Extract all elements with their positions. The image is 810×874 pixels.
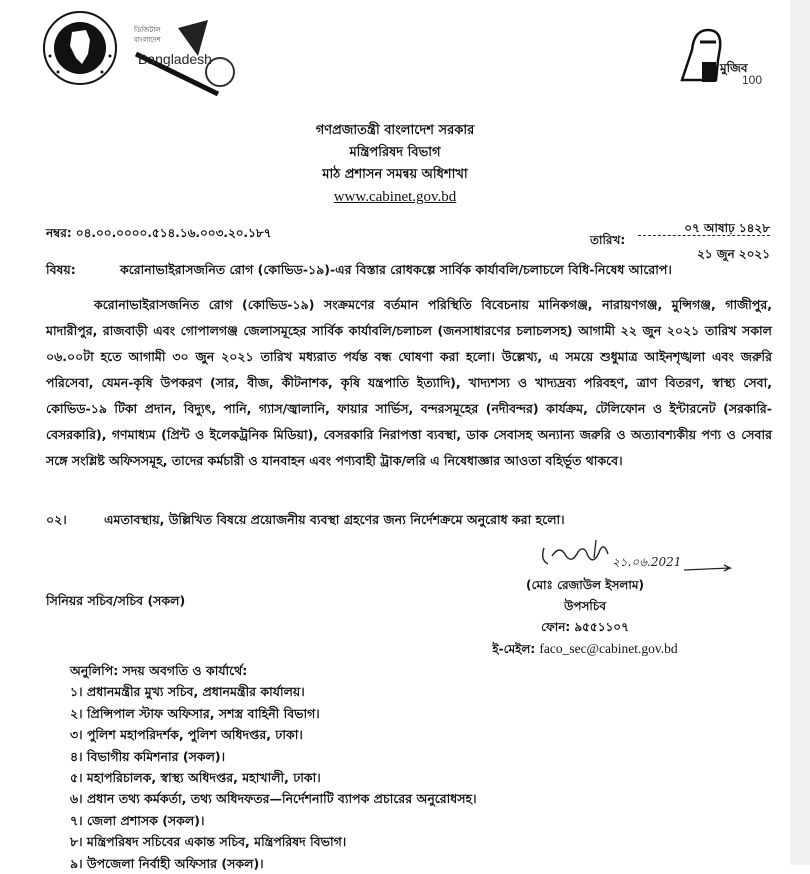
svg-text:Bangladesh: Bangladesh xyxy=(138,51,212,67)
phone-value: ৯৫৫১১০৭ xyxy=(574,620,629,634)
signatory-phone xyxy=(455,617,715,638)
header-line-branch: মাঠ প্রশাসন সমন্বয় অধিশাখা xyxy=(322,167,468,182)
handwritten-signature xyxy=(534,538,734,578)
memo-number xyxy=(46,225,271,245)
phone-label: ফোন: xyxy=(541,620,571,634)
paragraph-number: ০২। xyxy=(46,512,67,527)
digital-bangladesh-logo-icon xyxy=(128,16,238,96)
cc-item: ৯। উপজেলা নির্বাহী অফিসার (সকল)। xyxy=(70,855,264,871)
svg-text:ডিজিটাল: ডিজিটাল xyxy=(134,26,161,34)
signatory-designation: উপসচিব xyxy=(563,599,606,613)
cc-list xyxy=(70,681,477,874)
header-line-govt: গণপ্রজাতন্ত্রী বাংলাদেশ সরকার xyxy=(315,123,475,138)
email-link[interactable]: faco_sec@cabinet.gov.bd xyxy=(539,641,678,656)
signatory-email xyxy=(455,638,715,660)
signature-scribble-icon xyxy=(534,538,734,578)
cc-item: ৭। জেলা প্রশাসক (সকল)। xyxy=(70,812,205,828)
cc-item: ৬। প্রধান তথ্য কর্মকর্তা, তথ্য অধিদফতর—নির্দেশনাটি ব্যাপক প্রচারের অনুরোধসহ। xyxy=(70,791,477,807)
date-divider xyxy=(638,235,770,236)
paragraph-2-text: এমতাবস্থায়, উল্লিখিত বিষয়ে প্রয়োজনীয় ব্যবস্থা গ্রহণের জন্য নির্দেশক্রমে অনুরোধ করা হলো। xyxy=(104,512,565,527)
cc-item: ৮। মন্ত্রিপরিষদ সচিবের একান্ত সচিব, মন্ত্রিপরিষদ বিভাগ। xyxy=(70,834,347,850)
cc-section xyxy=(70,660,477,874)
mujib-borsho-logo xyxy=(672,20,772,90)
svg-text:100: 100 xyxy=(742,73,763,87)
cc-heading: অনুলিপি: সদয় অবগতি ও কার্যার্থে: xyxy=(70,663,248,678)
signatory-name: (মোঃ রেজাউল ইসলাম) xyxy=(526,578,644,592)
email-label: ই-মেইল: xyxy=(492,642,536,656)
cc-item: ২। প্রিন্সিপাল স্টাফ অফিসার, সশস্ত্র বাহিনী বিভাগ। xyxy=(70,705,320,721)
cc-item: ৪। বিভাগীয় কমিশনার (সকল)। xyxy=(70,748,226,764)
addressee: সিনিয়র সচিব/সচিব (সকল) xyxy=(46,593,186,608)
memo-number-label: নম্বর: xyxy=(46,226,72,240)
svg-text:বাংলাদেশ: বাংলাদেশ xyxy=(134,36,161,44)
subject-label: বিষয়: xyxy=(46,262,76,277)
svg-text:২১.০৬.2021: ২১.০৬.2021 xyxy=(612,555,682,569)
mujib-portrait-icon xyxy=(672,20,772,90)
svg-text:মুজিব: মুজিব xyxy=(720,61,748,75)
letterhead-header xyxy=(0,120,790,208)
body-paragraph-1: করোনাভাইরাসজনিত রোগ (কোভিড-১৯) সংক্রমণের বর্তমান পরিস্থিতি বিবেচনায় মানিকগঞ্জ, নারায়ণগঞ্জ, মুন্সিগঞ্জ, গাজীপুর, মাদারীপুর, রাজবাড়ী এবং গোপালগঞ্জ জেলাসমূহের সার্বিক কার্যাবলি/চলাচল (জনসাধারণের চলাচলসহ) আগামী ২২ জুন ২০২১ তারিখ সকাল ০৬.০০টা হতে আগামী ৩০ জুন ২০২১ তারিখ মধ্যরাত পর্যন্ত বন্ধ ঘোষণা করা হলো। উল্লেখ্য, এ সময়ে শুধুমাত্র আইনশৃঙ্খলা এবং জরুরি পরিসেবা, যেমন-কৃষি উপকরণ (সার, বীজ, কীটনাশক, কৃষি যন্ত্রপাতি ইত্যাদি), খাদ্যশস্য ও খাদ্যদ্রব্য পরিবহণ, ত্রাণ বিতরণ, স্বাস্থ্য সেবা, কোভিড-১৯ টিকা প্রদান, বিদ্যুৎ, পানি, গ্যাস/জ্বালানি, ফায়ার সার্ভিস, বন্দরসমূহের (নদীবন্দর) কার্যক্রম, টেলিফোন ও ইন্টারনেট (সরকারি-বেসরকারি), গণমাধ্যম (প্রিন্ট ও ইলেকট্রনিক মিডিয়া), বেসরকারি নিরাপত্তা ব্যবস্থা, ডাক সেবাসহ অন্যান্য জরুরি ও অত্যাবশ্যকীয় পণ্য ও সেবার সঙ্গে সংশ্লিষ্ট অফিসসমূহ, তাদের কর্মচারী ও যানবাহন এবং পণ্যবাহী ট্রাক/লরি এ নিষেধাজ্ঞার আওতা বহির্ভূত থাকবে। xyxy=(46,297,772,468)
memo-number-value: ০৪.০০.০০০০.৫১৪.১৬.০০৩.২০.১৮৭ xyxy=(75,226,272,240)
cc-item: ১। প্রধানমন্ত্রীর মুখ্য সচিব, প্রধানমন্ত্রীর কার্যালয়। xyxy=(70,684,305,700)
subject-text: করোনাভাইরাসজনিত রোগ (কোভিড-১৯)-এর বিস্তার রোধকল্পে সার্বিক কার্যাবলি/চলাচলে বিধি-নিষেধ আরোপ। xyxy=(120,262,672,277)
website-link[interactable]: www.cabinet.gov.bd xyxy=(333,189,457,205)
cc-item: ৩। পুলিশ মহাপরিদর্শক, পুলিশ অধিদপ্তর, ঢাকা। xyxy=(70,727,303,743)
header-line-division: মন্ত্রিপরিষদ বিভাগ xyxy=(349,145,441,160)
body-paragraph-2 xyxy=(46,512,565,532)
date-bangla: ০৭ আষাঢ় ১৪২৮ xyxy=(684,221,770,235)
signatory-block xyxy=(455,575,715,660)
subject-line xyxy=(46,262,672,282)
date-label: তারিখ: xyxy=(590,233,626,247)
cc-item: ৫। মহাপরিচালক, স্বাস্থ্য অধিদপ্তর, মহাখালী, ঢাকা। xyxy=(70,770,321,786)
date-gregorian: ২১ জুন ২০২১ xyxy=(696,247,770,261)
letterhead-logos-left xyxy=(38,6,238,96)
page-edge-strip xyxy=(790,0,810,865)
